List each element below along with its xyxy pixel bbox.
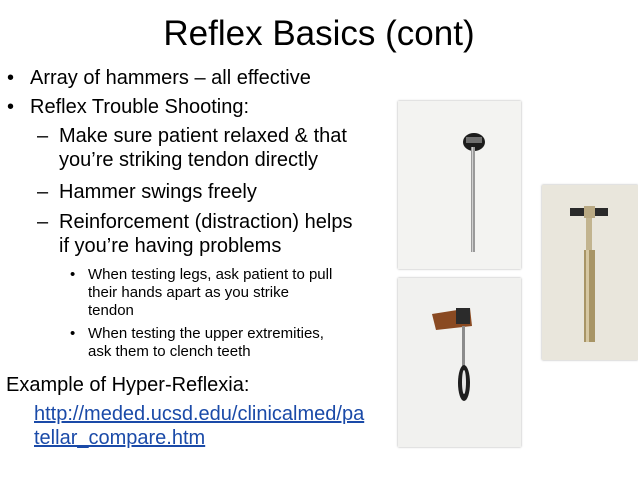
- sub-bullet-relaxed-line2: you’re striking tendon directly: [59, 149, 319, 171]
- sub-bullet-reinforcement-line2: if you’re having problems: [59, 235, 282, 257]
- tip-legs-line1: When testing legs, ask patient to pull: [88, 266, 333, 283]
- queen-square-hammer-photo: [398, 278, 521, 447]
- bullet-glyph: •: [70, 325, 76, 342]
- hammer-icon: [398, 278, 521, 447]
- hyper-reflexia-link-line2[interactable]: tellar_compare.htm: [34, 427, 206, 449]
- tip-legs-line3: tendon: [88, 302, 134, 319]
- dash-glyph: –: [37, 125, 49, 147]
- tromner-hammer-photo: [542, 185, 638, 360]
- tip-legs-line2: their hands apart as you strike: [88, 284, 289, 301]
- hammer-icon: [398, 101, 521, 269]
- tip-upper-extremities-line1: When testing the upper extremities,: [88, 325, 324, 342]
- slide-title: Reflex Basics (cont): [163, 14, 475, 53]
- bullet-array-of-hammers: Array of hammers – all effective: [30, 67, 311, 89]
- bullet-trouble-shooting: Reflex Trouble Shooting:: [30, 96, 250, 118]
- sub-bullet-hammer-swings: Hammer swings freely: [59, 181, 257, 203]
- bullet-glyph: •: [70, 266, 76, 283]
- sub-bullet-relaxed-line1: Make sure patient relaxed & that: [59, 125, 347, 147]
- sub-bullet-reinforcement-line1: Reinforcement (distraction) helps: [59, 211, 353, 233]
- tip-upper-extremities-line2: ask them to clench teeth: [88, 343, 251, 360]
- hammer-icon: [542, 185, 638, 360]
- dash-glyph: –: [37, 181, 49, 203]
- bullet-glyph: •: [7, 67, 15, 89]
- dash-glyph: –: [37, 211, 49, 233]
- bullet-glyph: •: [7, 96, 15, 118]
- example-label: Example of Hyper-Reflexia:: [6, 374, 250, 396]
- hyper-reflexia-link-line1[interactable]: http://meded.ucsd.edu/clinicalmed/pa: [34, 403, 365, 425]
- taylor-hammer-photo: [398, 101, 521, 269]
